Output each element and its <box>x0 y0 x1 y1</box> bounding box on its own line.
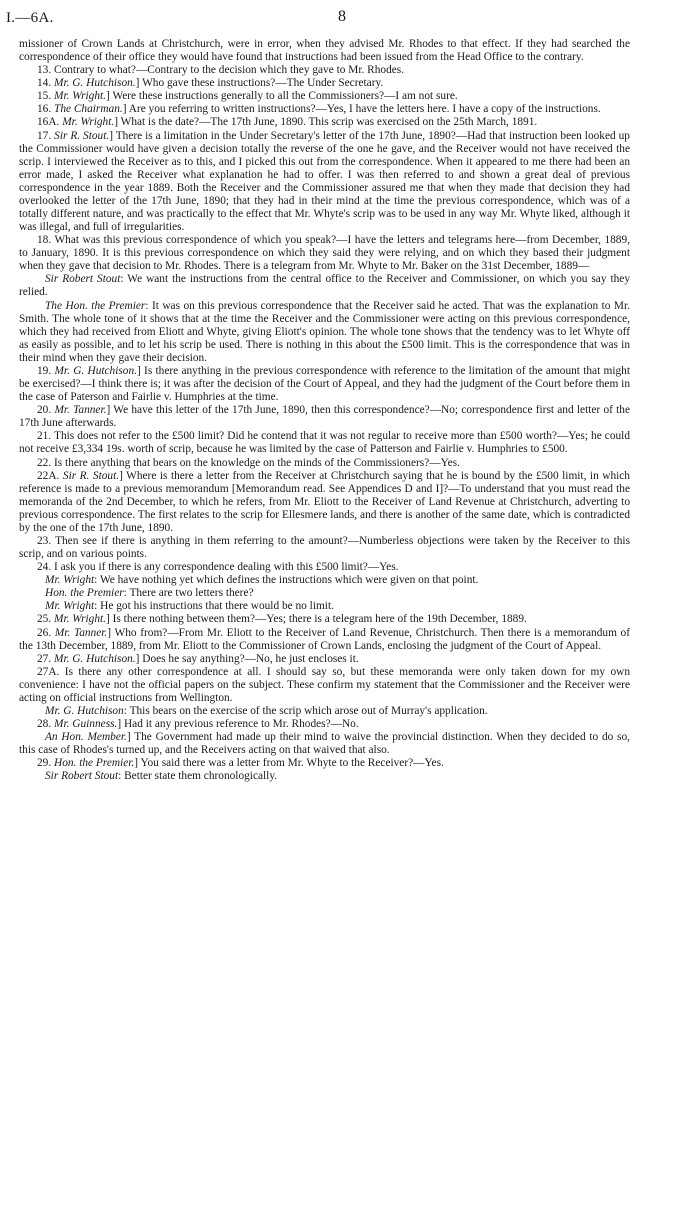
page-number: 8 <box>338 8 346 25</box>
speaker-name: Mr. Tanner. <box>54 626 108 639</box>
paragraph-text: Who gave these instructions?—The Under Secretary. <box>142 77 384 90</box>
speaker-name: Mr. Tanner. <box>54 404 107 417</box>
speaker-name: Sir Robert Stout <box>45 770 119 783</box>
question-number: 16. <box>37 103 55 116</box>
speaker-separator: : <box>120 273 128 286</box>
transcript-paragraph <box>19 90 630 103</box>
speaker-name: Mr. G. Hutchison. <box>54 77 136 90</box>
question-number: 27A. <box>37 665 65 678</box>
paragraph-text: Were these instructions generally to all the Commissioners?—I am not sure. <box>112 90 458 103</box>
speaker-name: Mr. Guinness. <box>54 718 118 731</box>
question-number: 24. <box>37 561 55 574</box>
speaker-name: Mr. Wright. <box>54 90 107 103</box>
paragraph-text: You said there was a letter from Mr. Whyte to the Receiver?—Yes. <box>140 757 444 770</box>
transcript-paragraph <box>19 574 630 587</box>
paragraph-text: Where is there a letter from the Receiver at Christchurch saying that he is bound by the £500 limit, in which reference is made to a previous memorandum [Memorandum read. See Appendices D and I]?—To understand that you must read the memoranda of the 2nd December, to which he refers, from Mr. Eliott to the Receiver of Land Revenue at Christchurch, adverting to previous correspondence. The first relates to the scrip for Ellesmere lands, and there is another of the same date, which is contradicted by the one of the 17th June, 1890. <box>19 469 630 534</box>
paragraph-text: We have this letter of the 17th June, 1890, then this correspondence?—No; correspondence first and letter of the 17th June afterwards. <box>19 404 630 430</box>
transcript-paragraph <box>19 587 630 600</box>
paragraph-text: missioner of Crown Lands at Christchurch, were in error, when they advised Mr. Rhodes to that effect. If they had searched the correspondence of their office they would have found that instructions had been issued from the Head Office to the contrary. <box>19 38 630 64</box>
speaker-separator: ] <box>117 718 124 731</box>
question-number: 21. <box>37 430 55 443</box>
speaker-name: Sir R. Stout. <box>54 129 110 142</box>
speaker-name: Sir Robert Stout <box>45 273 121 286</box>
question-number: 13. <box>37 64 55 77</box>
paragraph-text: What is the date?—The 17th June, 1890. This scrip was exercised on the 25th March, 1891. <box>120 116 538 129</box>
transcript-paragraph <box>19 535 630 561</box>
transcript-paragraph <box>19 273 630 299</box>
paragraph-text: Does he say anything?—No, he just encloses it. <box>142 652 359 665</box>
speaker-name: Hon. the Premier. <box>54 757 135 770</box>
paragraph-text: Contrary to what?—Contrary to the decision which they gave to Mr. Rhodes. <box>54 64 405 77</box>
speaker-separator: ] <box>119 469 127 482</box>
paragraph-text: Is there anything that bears on the knowledge on the minds of the Commissioners?—Yes. <box>54 456 460 469</box>
speaker-separator: ] <box>107 626 115 639</box>
speaker-separator: : <box>123 704 130 717</box>
speaker-name: The Hon. the Premier <box>45 299 146 312</box>
question-number: 19. <box>37 364 55 377</box>
speaker-name: Mr. Wright <box>45 574 95 587</box>
speaker-separator: ] <box>106 613 113 626</box>
paragraph-text: Better state them chronologically. <box>124 770 278 783</box>
question-number: 22A. <box>37 469 63 482</box>
speaker-name: Mr. Wright. <box>62 116 115 129</box>
paragraph-text: It was on this previous correspondence that the Receiver said he acted. That was the explanation to Mr. Smith. The whole tone of it shows that at the time the Receiver and the Commissioner were acting on this previous correspondence, which they had received from Eliott and Whyte, giving Eliott's opinion. The whole tone shows that the tendency was to let Whyte off as easily as possible, and to let his scrip be used. There is nothing in this about the £500 limit. This is the correspondence that was in their mind when they gave their decision. <box>19 299 630 364</box>
transcript-paragraph <box>19 627 630 653</box>
paragraph-text: He got his instructions that there would be no limit. <box>100 600 334 613</box>
transcript-paragraph <box>19 64 630 77</box>
transcript-paragraph <box>19 718 630 731</box>
transcript-paragraph <box>19 705 630 718</box>
paragraph-text: I ask you if there is any correspondence dealing with this £500 limit?—Yes. <box>54 561 399 574</box>
transcript-paragraph <box>19 300 630 365</box>
speaker-separator: : <box>118 770 125 783</box>
speaker-separator: ] <box>109 129 116 142</box>
document-reference: I.—6A. <box>6 10 54 26</box>
transcript-paragraph <box>19 77 630 90</box>
speaker-separator: : <box>145 299 152 312</box>
transcript-paragraph <box>19 234 630 273</box>
transcript-paragraph <box>19 666 630 705</box>
transcript-paragraph <box>19 365 630 404</box>
transcript-paragraph <box>19 457 630 470</box>
paragraph-text: There is a limitation in the Under Secretary's letter of the 17th June, 1890?—Had that instruction been looked up the Commissioner would have given a decision totally the reverse of the one he gave, and the Receiver would not have received the scrip. I interviewed the Receiver as to this, and I picked this out from the correspondence. When it appeared to me there had been an error made, I asked the Receiver what explanation he had to offer. I was then referred to and shown a great deal of previous correspondence in the year 1889. Both the Receiver and the Commissioner assured me that when they made that decision they had overlooked the letter of the 17th June, 1890; that they had in their mind at the time the previous correspondence, which was of a totally different nature, and was practically to the effect that Mr. Whyte's scrip was to be used in any way Mr. Whyte liked, although it was illegal, and full of irregularities. <box>19 129 630 234</box>
speaker-name: The Chairman. <box>54 103 123 116</box>
transcript-paragraph <box>19 404 630 430</box>
paragraph-text: This does not refer to the £500 limit? Did he contend that it was not regular to receive more than £500 worth?—Yes; he could not receive £3,334 19s. worth of scrip, because he was limited by the case of Patterson and Fairlie v. Humphries to £500. <box>19 430 630 456</box>
paragraph-text: We have nothing yet which defines the instructions which were given on that point. <box>99 574 479 587</box>
transcript-paragraph <box>19 470 630 535</box>
speaker-separator: ] <box>135 652 143 665</box>
transcript-paragraph <box>19 130 630 235</box>
paragraph-text: We want the instructions from the central office to the Receiver and Commissioner, on which you say they relied. <box>19 273 630 299</box>
speaker-separator: : <box>123 587 130 600</box>
question-number: 23. <box>37 534 56 547</box>
speaker-name: Mr. G. Hutchison. <box>54 652 136 665</box>
transcript-paragraph <box>19 430 630 456</box>
question-number: 25. <box>37 613 55 626</box>
speaker-name: Mr. Wright <box>45 600 95 613</box>
transcript-paragraph <box>19 38 630 64</box>
paragraph-text: Is there any other correspondence at all. I should say so, but these memoranda were only taken down for my own convenience: I have not the official papers on the subject. These confirm my statement that the Commissioner and the Receiver were acting on official instructions from Wellington. <box>19 665 630 704</box>
speaker-separator: ] <box>106 90 113 103</box>
paragraph-text: Is there anything in the previous correspondence with reference to the limitation of the amount that might be exercised?—I think there is; it was after the decision of the Court of Appeal, and they had the judgment of the Court before them in the case of Paterson and Fairlie v. Humphries at the time. <box>19 364 630 404</box>
transcript-paragraph <box>19 103 630 116</box>
transcript-paragraph <box>19 757 630 770</box>
speaker-name: Mr. Wright. <box>54 613 107 626</box>
speaker-separator: : <box>94 574 100 587</box>
question-number: 20. <box>37 404 55 417</box>
transcript-paragraph <box>19 561 630 574</box>
transcript-paragraph <box>19 653 630 666</box>
speaker-separator: ] <box>122 103 129 116</box>
transcript-paragraph <box>19 116 630 129</box>
transcript-paragraph <box>19 731 630 757</box>
transcript-paragraph <box>19 600 630 613</box>
paragraph-text: This bears on the exercise of the scrip which arose out of Murray's application. <box>129 704 488 717</box>
question-number: 15. <box>37 90 55 103</box>
paragraph-text: Then see if there is anything in them referring to the amount?—Numberless objections were taken by the Receiver to this scrip, and on various points. <box>19 534 630 561</box>
speaker-separator: ] <box>134 757 141 770</box>
paragraph-text: What was this previous correspondence of which you speak?—I have the letters and telegrams here—from December, 1889, to January, 1890. It is this previous correspondence on which they said they were relying, and on which they based their judgment when they gave that decision to Mr. Rhodes. There is a telegram from Mr. Whyte to Mr. Baker on the 31st December, 1889— <box>19 234 630 273</box>
speaker-name: Mr. G. Hutchison. <box>54 364 137 377</box>
speaker-separator: ] <box>135 77 143 90</box>
question-number: 28. <box>37 718 55 731</box>
paragraph-text: There are two letters there? <box>129 587 254 600</box>
speaker-separator: ] <box>136 364 145 377</box>
speaker-separator: : <box>94 600 101 613</box>
transcript-paragraph <box>19 613 630 626</box>
page-header <box>6 10 660 32</box>
paragraph-text: Is there nothing between them?—Yes; there is a telegram here of the 19th December, 1889. <box>112 613 527 626</box>
question-number: 14. <box>37 77 55 90</box>
document-body <box>19 38 630 783</box>
speaker-name: Sir R. Stout. <box>62 469 120 482</box>
speaker-name: Hon. the Premier <box>45 587 124 600</box>
question-number: 16A. <box>37 116 63 129</box>
paragraph-text: Had it any previous reference to Mr. Rhodes?—No. <box>123 718 359 731</box>
paragraph-text: Are you referring to written instructions?—Yes, I have the letters here. I have a copy of the instructions. <box>128 103 601 116</box>
question-number: 29. <box>37 757 55 770</box>
speaker-name: An Hon. Member. <box>45 731 127 744</box>
speaker-separator: ] <box>106 404 114 417</box>
paragraph-text: Who from?—From Mr. Eliott to the Receiver of Land Revenue, Christchurch. Then there is a memorandum of the 13th December, 1889, from Mr. Eliott to the Commissioner of Crown Lands, enclosing the judgment of the Court of Appeal. <box>19 626 631 652</box>
question-number: 27. <box>37 652 55 665</box>
paragraph-text: The Government had made up their mind to waive the provincial distinction. When they decided to do so, this case of Rhodes's turned up, and the Receivers acting on that waived that also. <box>19 731 630 757</box>
question-number: 26. <box>37 626 55 639</box>
question-number: 22. <box>37 456 55 469</box>
transcript-paragraph <box>19 770 630 783</box>
question-number: 17. <box>37 129 55 142</box>
speaker-separator: ] <box>126 731 135 744</box>
speaker-name: Mr. G. Hutchison <box>45 704 124 717</box>
speaker-separator: ] <box>114 116 121 129</box>
question-number: 18. <box>37 234 55 247</box>
